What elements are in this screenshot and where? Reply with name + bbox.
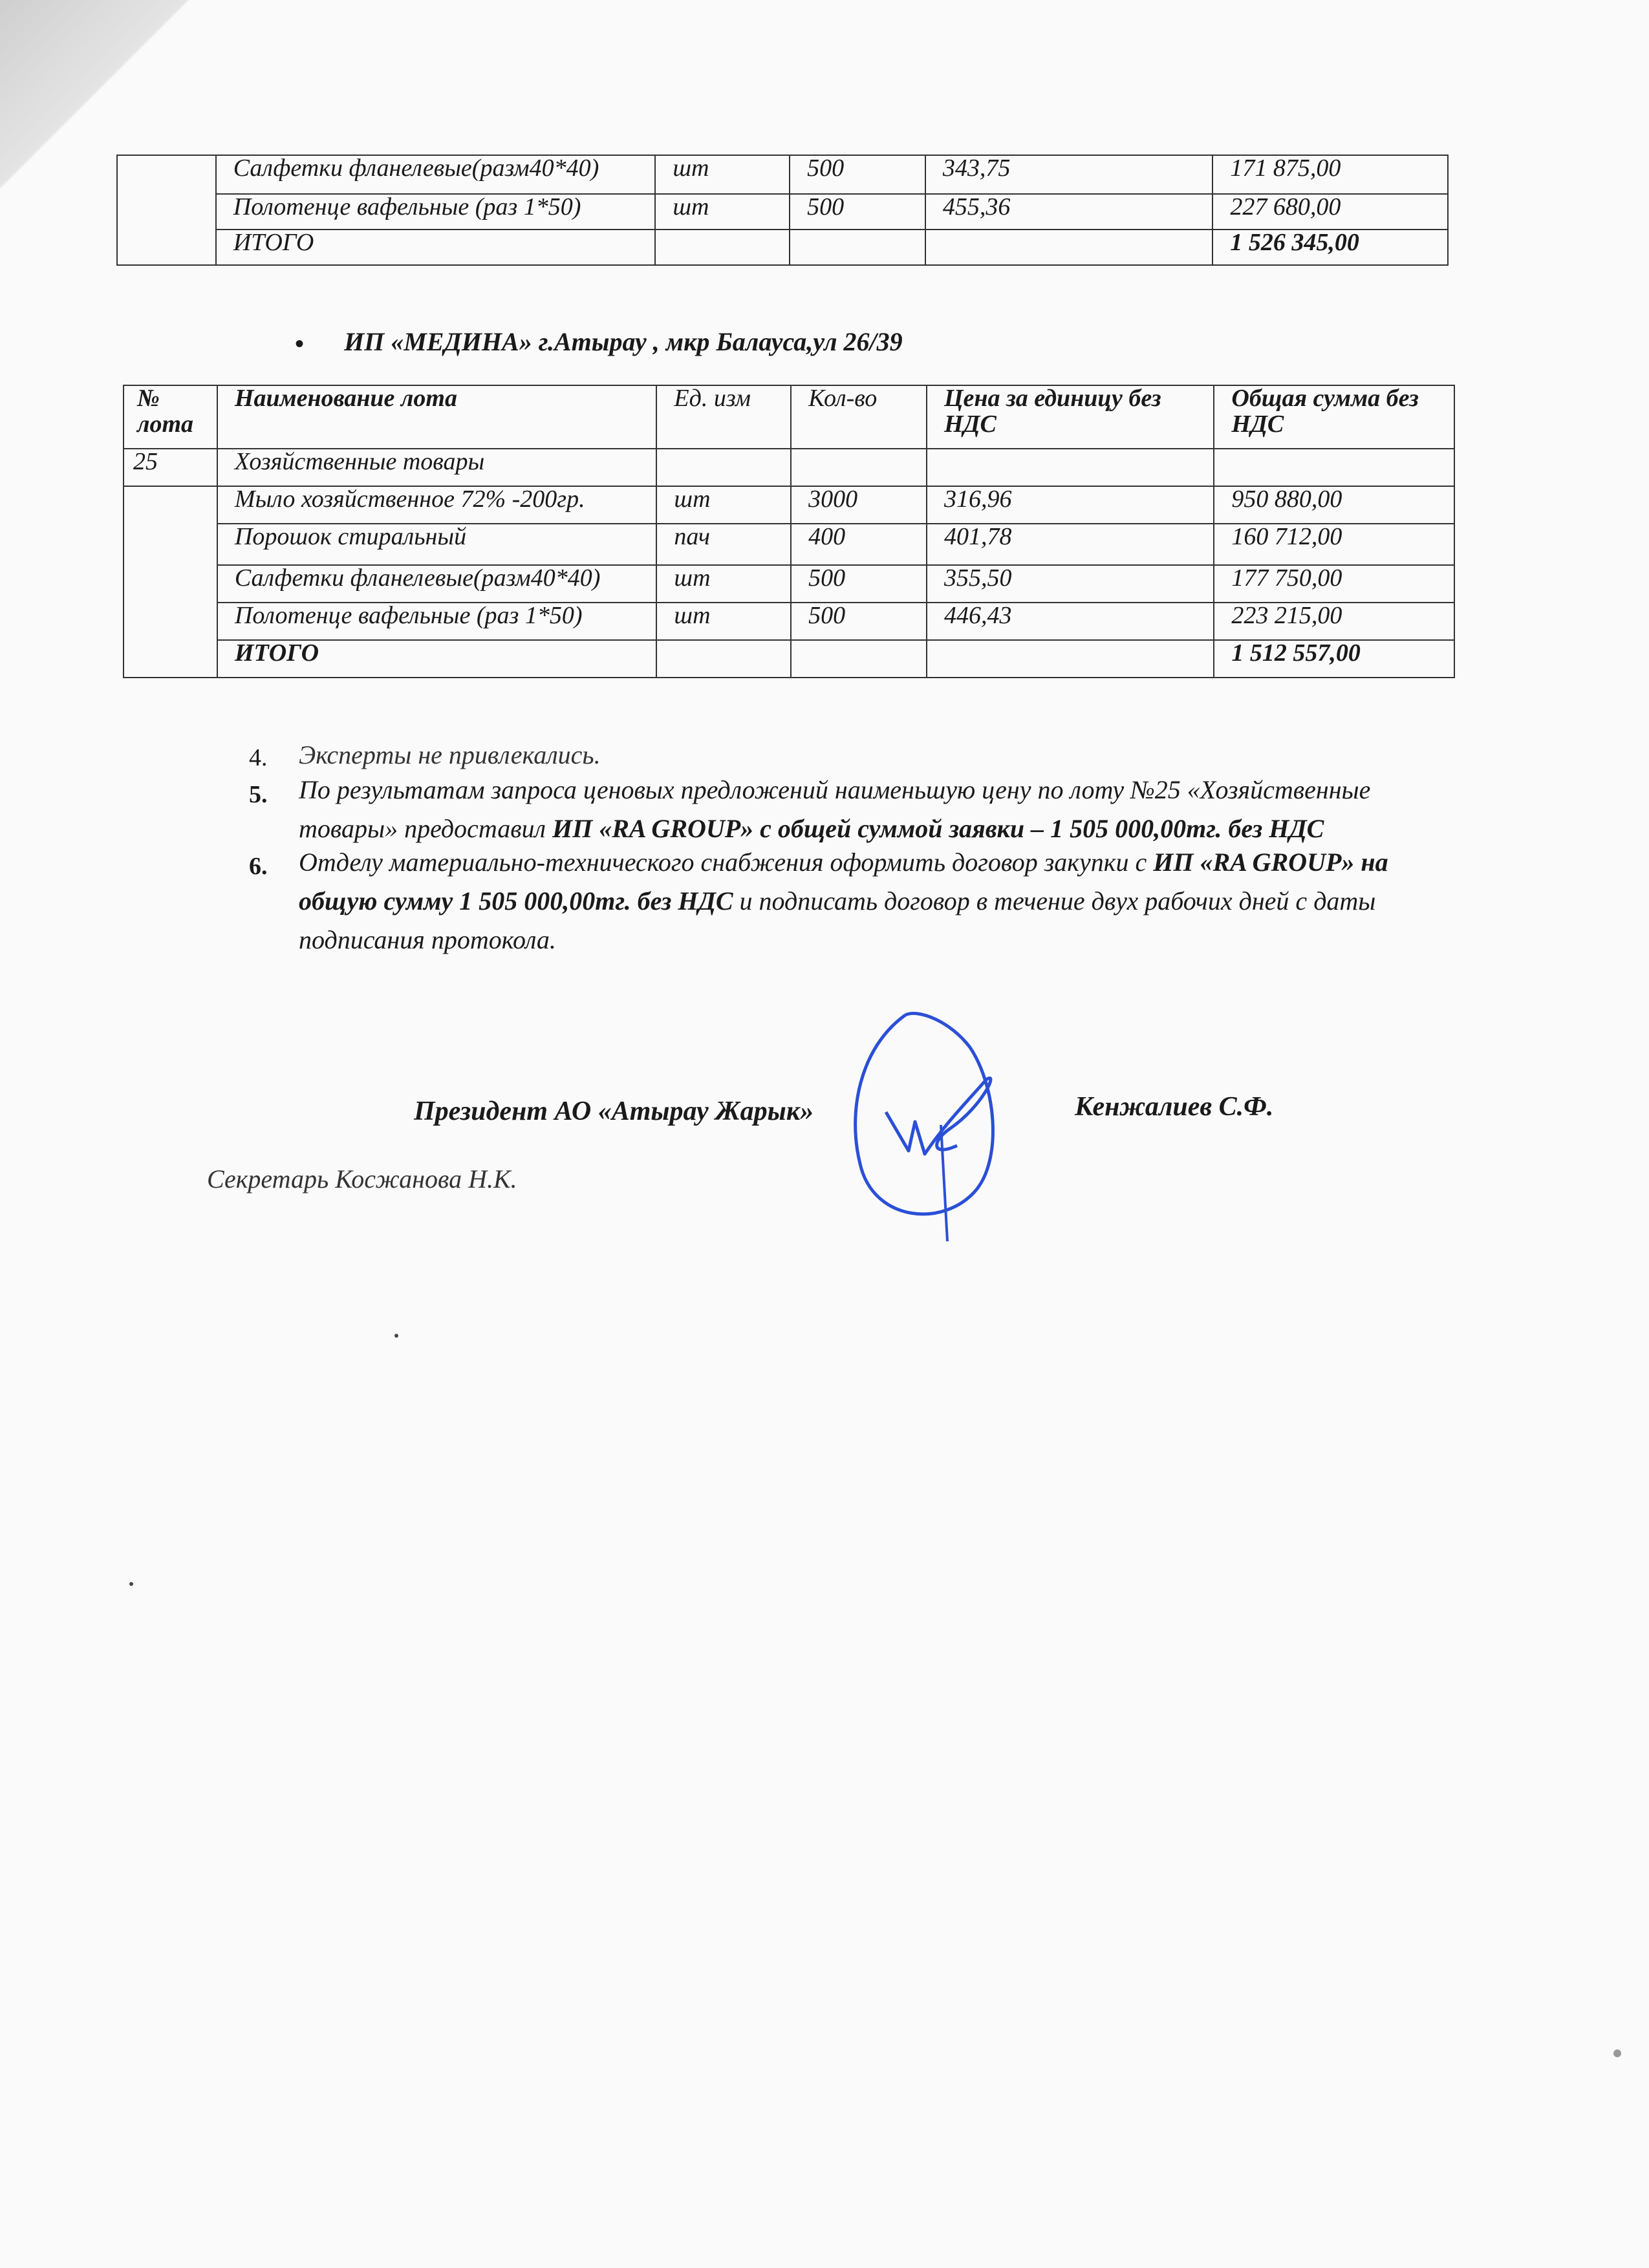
item-6-line-1: Отделу материально-технического снабжения оформить договор закупки с ИП «RA GROUP» на: [299, 848, 1388, 877]
president-title: Президент АО «Атырау Жарык»: [414, 1097, 814, 1126]
table-row: [124, 565, 1454, 603]
table-header-row: [124, 385, 1454, 449]
grand-total: 1 526 345,00: [1212, 230, 1448, 265]
total-cell: 160 712,00: [1214, 524, 1454, 565]
unit-cell: шт: [656, 486, 791, 524]
total-cell: 177 750,00: [1214, 565, 1454, 603]
total-cell: 223 215,00: [1214, 603, 1454, 640]
lot-name-cell: Салфетки фланелевые(разм40*40): [216, 155, 656, 194]
scan-speck: [129, 1582, 133, 1586]
total-label: ИТОГО: [216, 230, 656, 265]
unit-cell: пач: [656, 524, 791, 565]
table-row: [117, 155, 1448, 194]
item-5-text: [299, 771, 1370, 848]
lot-name-cell: Полотенце вафельные (раз 1*50): [216, 194, 656, 230]
header-lot-name: Наименование лота: [217, 385, 656, 449]
header-qty: Кол-во: [791, 385, 927, 449]
president-name: Кенжалиев С.Ф.: [1075, 1092, 1274, 1122]
price-cell: 455,36: [925, 194, 1212, 230]
price-cell: 446,43: [927, 603, 1214, 640]
total-cell: 950 880,00: [1214, 486, 1454, 524]
item-number: 4.: [249, 744, 268, 771]
lot-number-cell: [117, 155, 216, 265]
item-number: 6.: [249, 853, 268, 880]
qty-cell: 500: [791, 603, 927, 640]
total-cell: 171 875,00: [1212, 155, 1448, 194]
lot-name-cell: Хозяйственные товары: [217, 449, 656, 486]
unit-cell: шт: [656, 603, 791, 640]
qty-cell: 3000: [791, 486, 927, 524]
lot-name-cell: Салфетки фланелевые(разм40*40): [217, 565, 656, 603]
table-total-row: [117, 230, 1448, 265]
price-cell: 316,96: [927, 486, 1214, 524]
qty-cell: 500: [791, 565, 927, 603]
unit-cell: шт: [656, 565, 791, 603]
bullet-mark: •: [295, 329, 305, 358]
item-4-text: Эксперты не привлекались.: [299, 740, 601, 769]
qty-cell: 500: [790, 194, 925, 230]
lot-name-cell: Полотенце вафельные (раз 1*50): [217, 603, 656, 640]
price-cell: 401,78: [927, 524, 1214, 565]
supplier-1-table: [116, 155, 1449, 266]
secretary-line: Секретарь Косжанова Н.К.: [207, 1164, 517, 1193]
item-5-line-1: По результатам запроса ценовых предложений наименьшую цену по лоту №25 «Хозяйственные: [299, 775, 1371, 804]
supplier-2-title: ИП «МЕДИНА» г.Атырау , мкр Балауса,ул 26/39: [344, 327, 903, 356]
item-6-line-3: подписания протокола.: [299, 925, 556, 954]
table-row: [124, 449, 1454, 486]
price-cell: 343,75: [925, 155, 1212, 194]
qty-cell: 500: [790, 155, 925, 194]
header-total: Общая сумма без НДС: [1214, 385, 1454, 449]
item-6-text: [299, 843, 1388, 959]
table-row: [124, 486, 1454, 524]
supplier-2-table: [123, 385, 1455, 678]
table-total-row: [124, 640, 1454, 678]
unit-cell: шт: [655, 194, 790, 230]
table-row: [117, 194, 1448, 230]
handwritten-signature: [834, 1009, 1048, 1248]
lot-name-cell: Порошок стиральный: [217, 524, 656, 565]
total-cell: 227 680,00: [1212, 194, 1448, 230]
item-5-line-2: товары» предоставил ИП «RA GROUP» с общей суммой заявки – 1 505 000,00тг. без НДС: [299, 814, 1324, 843]
grand-total: 1 512 557,00: [1214, 640, 1454, 678]
price-cell: 355,50: [927, 565, 1214, 603]
qty-cell: 400: [791, 524, 927, 565]
lot-number-cell: 25: [124, 449, 217, 486]
header-price: Цена за единицу без НДС: [927, 385, 1214, 449]
item-6-line-2: общую сумму 1 505 000,00тг. без НДС и подписать договор в течение двух рабочих дней с даты: [299, 886, 1376, 915]
table-row: [124, 524, 1454, 565]
table-row: [124, 603, 1454, 640]
unit-cell: шт: [655, 155, 790, 194]
header-lot-number: № лота: [124, 385, 217, 449]
scan-speck: [394, 1334, 398, 1338]
scan-speck: [1613, 2049, 1621, 2057]
lot-name-cell: Мыло хозяйственное 72% -200гр.: [217, 486, 656, 524]
total-label: ИТОГО: [217, 640, 656, 678]
header-unit: Ед. изм: [656, 385, 791, 449]
item-number: 5.: [249, 781, 268, 808]
